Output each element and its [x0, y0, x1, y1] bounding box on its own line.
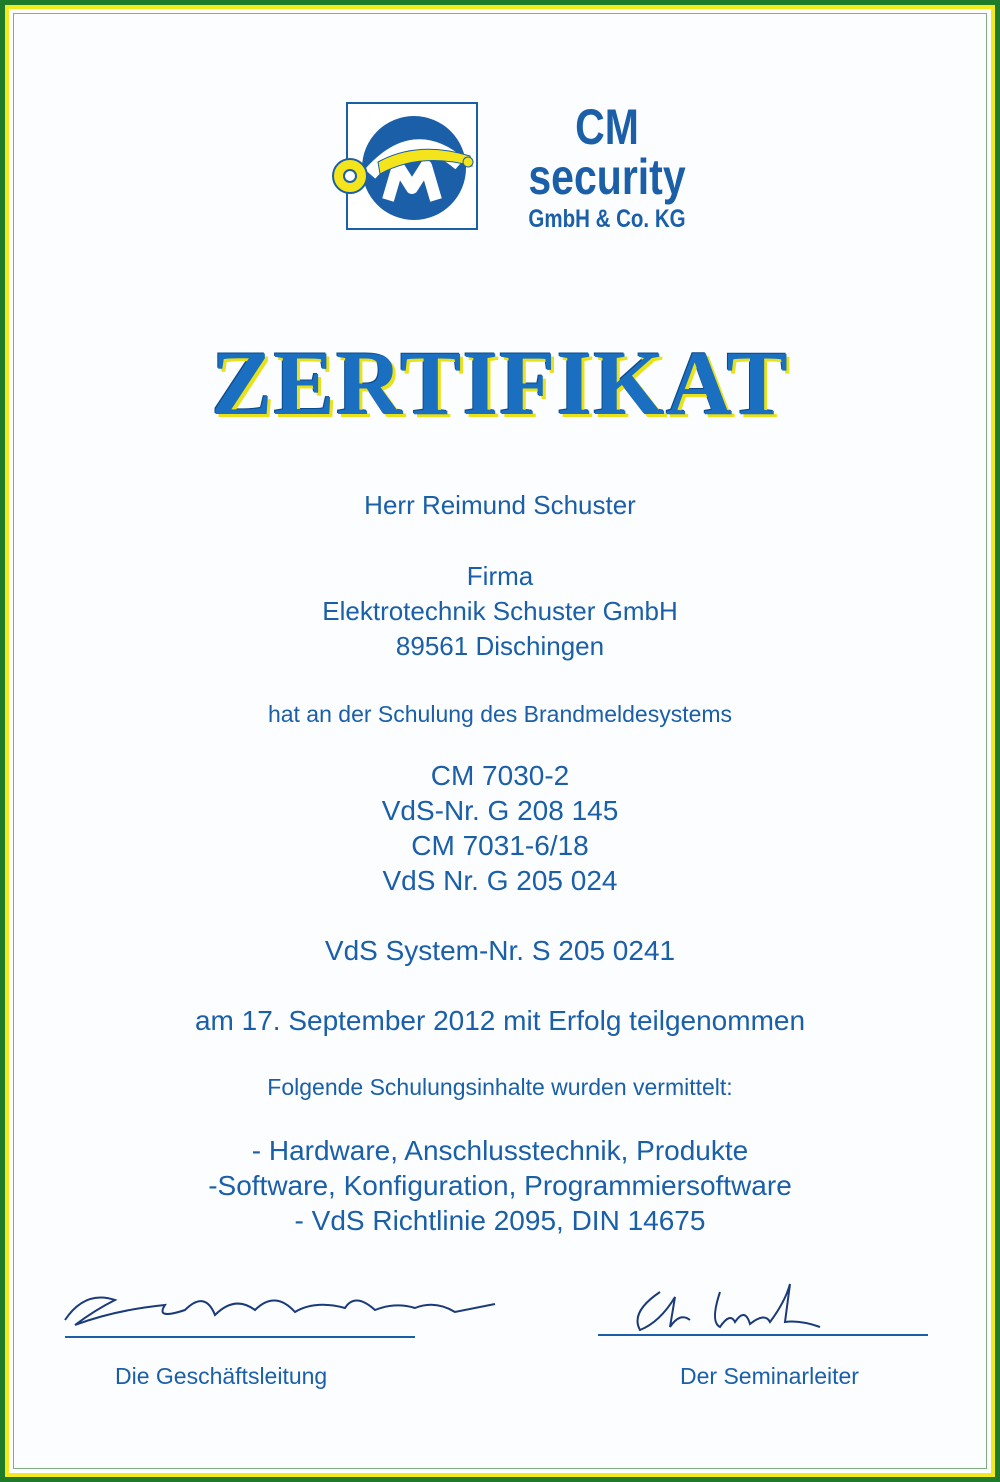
content-item: - VdS Richtlinie 2095, DIN 14675: [294, 1205, 706, 1236]
system-item: VdS-Nr. G 208 145: [381, 795, 619, 826]
system-item: CM 7030-2: [430, 760, 570, 791]
signature-label-left: Die Geschäftsleitung: [115, 1363, 328, 1389]
completion-text: am 17. September 2012 mit Erfolg teilgenommen: [194, 1005, 806, 1036]
signature-line-right: [598, 1334, 928, 1336]
system-item: CM 7031-6/18: [411, 830, 589, 861]
content-item: - Hardware, Anschlusstechnik, Produkte: [251, 1135, 749, 1166]
signature-right: [620, 1272, 850, 1342]
company-label: Firma: [466, 561, 534, 591]
system-item: VdS Nr. G 205 024: [382, 865, 618, 896]
signature-label-right: Der Seminarleiter: [680, 1363, 859, 1389]
logo-wordmark: [502, 100, 712, 238]
signature-left: [55, 1280, 505, 1340]
certificate-title: ZERTIFIKAT: [211, 332, 789, 434]
recipient-name: Herr Reimund Schuster: [364, 490, 636, 520]
logo-cm-text: CM: [575, 99, 639, 155]
company-logo: [330, 100, 710, 240]
logo-security-text: security: [528, 149, 686, 205]
logo-gmbh-text: GmbH & Co. KG: [528, 205, 686, 233]
content-item: -Software, Konfiguration, Programmiersoftware: [208, 1170, 792, 1201]
key-bow-icon: [330, 156, 370, 196]
company-city: 89561 Dischingen: [395, 631, 605, 661]
contents-heading: Folgende Schulungsinhalte wurden vermittelt:: [267, 1074, 733, 1100]
signature-line-left: [65, 1336, 415, 1338]
company-name: Elektrotechnik Schuster GmbH: [322, 596, 678, 626]
intro-text: hat an der Schulung des Brandmeldesystems: [267, 701, 733, 727]
system-number: VdS System-Nr. S 205 0241: [324, 935, 676, 966]
